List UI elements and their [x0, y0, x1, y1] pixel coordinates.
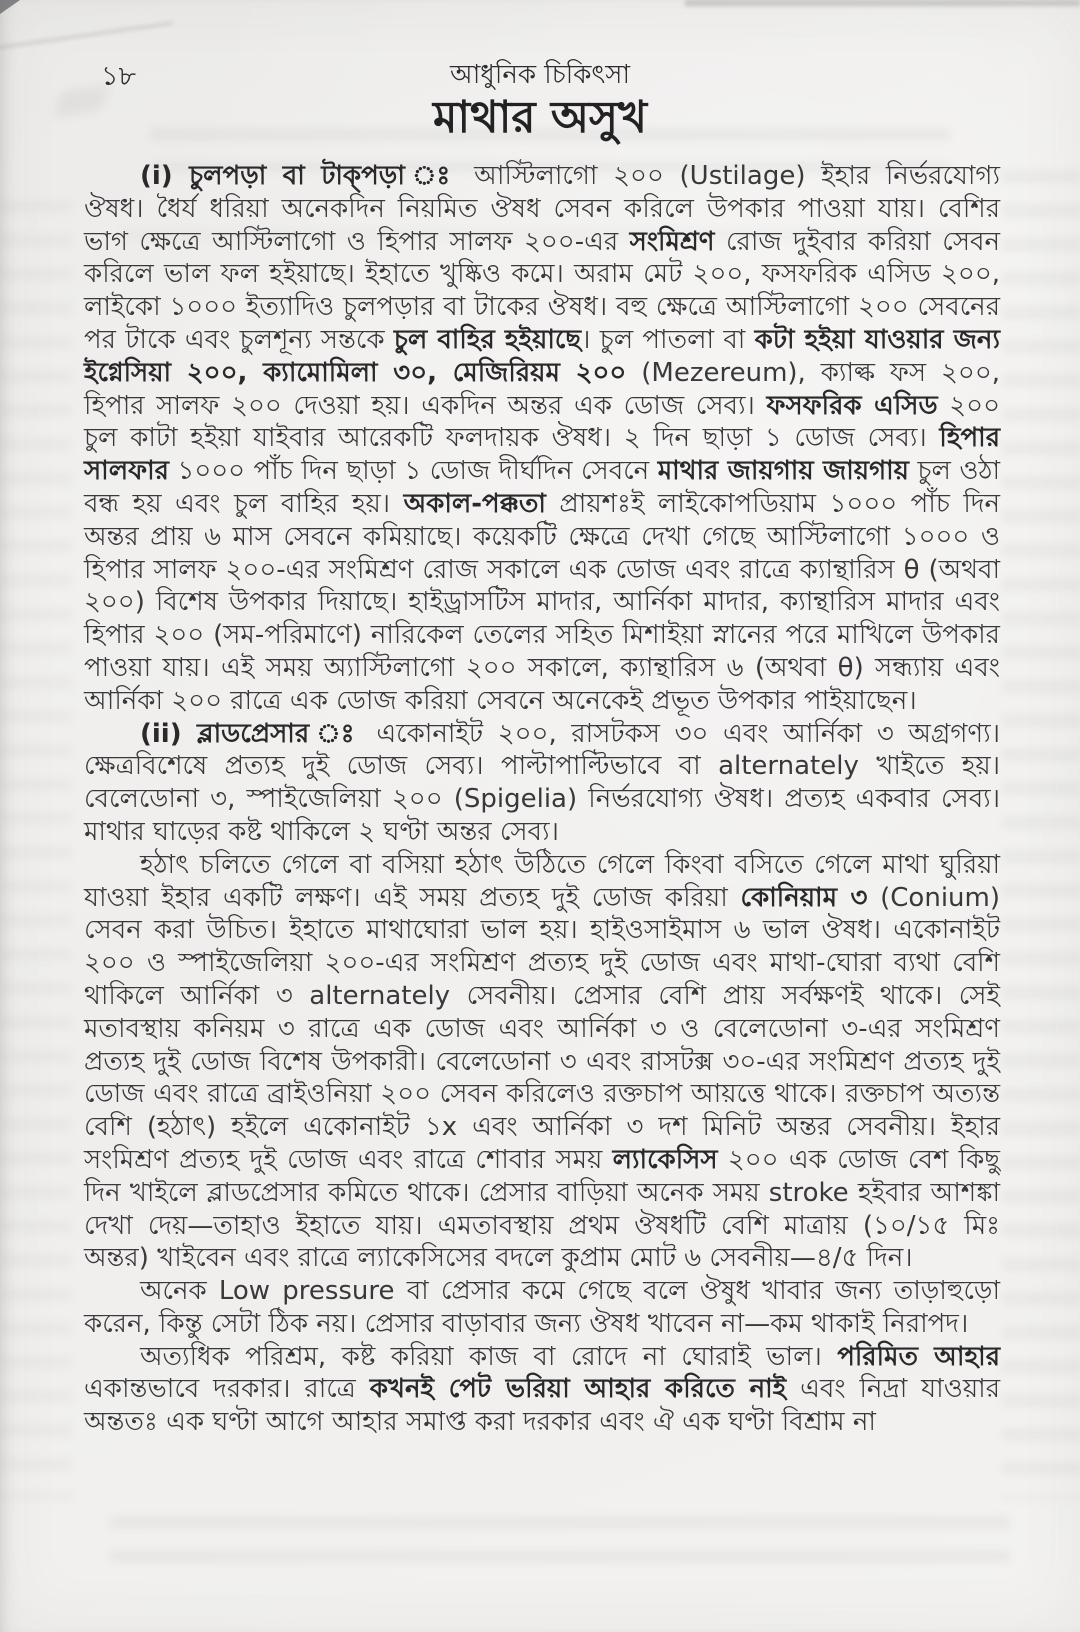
text-run: অত্যধিক পরিশ্রম, কষ্ট করিয়া কাজ বা রোদে না ঘোরাই ভাল। — [140, 1341, 838, 1372]
text-run: প্রায়শঃই লাইকোপডিয়াম ১০০০ পাঁচ দিন অন্তর প্রায় ৬ মাস সেবনে কমিয়াছে। কয়েকটি ক্ষেত্রে দেখা গেছে আস্টিলাগো ১০০০ ও হিপার সালফ ২০০-এর সংমিশ্রণ রোজ সকালে এক ডোজ এবং রাত্রে ক্যান্থারিস θ (অথবা ২০০) বিশেষ উপকার দিয়াছে। হাইড্রাসটিস মাদার, আর্নিকা মাদার, ক্যান্থারিস মাদার এবং হিপার ২০০ (সম-পরিমাণে) নারিকেল তেলের সহিত মিশাইয়া স্নানের পরে মাখিলে উপকার পাওয়া যায়। এই সময় অ্যাস্টিলাগো ২০০ সকালে, ক্যান্থারিস ৬ (অথবা θ) সন্ধ্যায় এবং আর্নিকা ২০০ রাত্রে এক ডোজ করিয়া সেবনে অনেকেই প্রভূত উপকার পাইয়াছেন। — [84, 488, 1000, 716]
bold-run: চুল বাহির হইয়াছে — [393, 324, 582, 355]
paragraph — [84, 718, 1000, 849]
chapter-heading: মাথার অসুখ — [432, 92, 648, 143]
paragraph — [84, 1341, 1000, 1439]
bold-run: কোনিয়াম ৩ — [740, 882, 868, 913]
show-through-ghost — [1002, 170, 1080, 1500]
text-run: চুল ওঠা বন্ধ হয় এবং চুল বাহির হয়। — [84, 456, 1000, 519]
running-title: আধুনিক চিকিৎসা — [449, 60, 631, 90]
bold-run: ল্যাকেসিস — [612, 1144, 718, 1175]
paragraph — [84, 849, 1000, 1275]
scan-corner-mark — [0, 0, 20, 14]
text-run: অনেক Low pressure বা প্রেসার কমে গেছে বলে ঔষুধ খাবার জন্য তাড়াহুড়ো করেন, কিন্তু সেটা ঠিক নয়। প্রেসার বাড়াবার জন্য ঔষধ খাবেন না—কম থাকাই নিরাপদ। — [84, 1276, 1000, 1339]
text-run: হঠাৎ চলিতে গেলে বা বসিয়া হঠাৎ উঠিতে গেলে কিংবা বসিতে গেলে মাথা ঘুরিয়া যাওয়া ইহার একটি লক্ষণ। এই সময় প্রত্যহ দুই ডোজ করিয়া — [84, 849, 1000, 913]
bold-run: মাথার জায়গায় জায়গায় — [657, 456, 909, 487]
bold-run: (ii) ব্লাডপ্রেসার ঃ — [140, 718, 377, 749]
bold-run: অকাল-পক্কতা — [403, 488, 546, 519]
text-run: ২০০ এক ডোজ বেশ কিছু দিন খাইলে ব্লাডপ্রেসার কমিতে থাকে। প্রেসার বাড়িয়া অনেক সময় stroke হইবার আশঙ্কা দেখা দেয়—তাহাও ইহাতে যায়। এমতাবস্থায় প্রথম ঔষধটি বেশি মাত্রায় (১০/১৫ মিঃ অন্তর) খাইবেন এবং রাত্রে ল্যাকেসিসের বদলে কুপ্রাম মোট ৬ সেবনীয়—৪/৫ দিন। — [84, 1144, 1001, 1274]
show-through-ghost — [110, 1516, 1010, 1564]
bold-run: কটা হইয়া যাওয়ার জন্য ইগ্নেসিয়া ২০০, ক্যামোমিলা ৩০, মেজিরিয়ম ২০০ — [84, 324, 1000, 388]
text-run: (Mezereum), ক্যাল্ক ফস ২০০, হিপার সালফ ২০০ দেওয়া হয়। একদিন অন্তর এক ডোজ সেব্য। — [84, 357, 1000, 421]
show-through-ghost — [0, 200, 72, 1500]
text-run: ২০০ চুল কাটা হইয়া যাইবার আরেকটি ফলদায়ক ঔষধ। ২ দিন ছাড়া ১ ডোজ সেব্য। — [84, 390, 1000, 454]
scan-edge-shadow — [685, 0, 1080, 6]
bold-run: ফসফরিক এসিড — [766, 390, 938, 421]
paragraph — [84, 1275, 1000, 1341]
text-run: আস্টিলাগো ২০০ (Ustilage) ইহার নির্ভরযোগ্য ঔষধ। ধৈর্য ধরিয়া অনেকদিন নিয়মিত ঔষধ সেবন করিলে উপকার পাওয়া যায়। বেশির ভাগ ক্ষেত্রে আস্টিলাগো ও হিপার সালফ ২০০-এর — [84, 161, 1001, 257]
text-run: (Conium) সেবন করা উচিত। ইহাতে মাথাঘোরা ভাল হয়। হাইওসাইমাস ৬ ভাল ঔষধ। একোনাইট ২০০ ও স্পাইজেলিয়া ২০০-এর সংমিশ্রণ প্রত্যহ দুই ডোজ এবং মাথা-ঘোরা ব্যথা বেশি থাকিলে আর্নিকা ৩ alternately সেবনীয়। প্রেসার বেশি প্রায় সর্বক্ষণই থাকে। সেই মতাবস্থায় কনিয়ম ৩ রাত্রে এক ডোজ এবং আর্নিকা ৩ ও বেলেডোনা ৩-এর সংমিশ্রণ প্রত্যহ দুই ডোজ বিশেষ উপকারী। বেলেডোনা ৩ এবং রাসটক্স ৩০-এর সংমিশ্রণ প্রত্যহ দুই ডোজ এবং রাত্রে ব্রাইওনিয়া ২০০ সেবন করিলেও রক্তচাপ আয়ত্তে থাকে। রক্তচাপ অত্যন্ত বেশি (হঠাৎ) হইলে একোনাইট ১x এবং আর্নিকা ৩ দশ মিনিট অন্তর সেবনীয়। ইহার সংমিশ্রণ প্রত্যহ দুই ডোজ এবং রাত্রে শোবার সময় — [84, 882, 1000, 1175]
bold-run: পরিমিত আহার — [837, 1341, 1000, 1372]
body-paragraphs — [84, 160, 1000, 1439]
page-number: ১৮ — [101, 61, 137, 92]
paper-fold-line — [0, 21, 173, 49]
paragraph — [84, 160, 1000, 718]
text-run: রোজ দুইবার করিয়া সেবন করিলে ভাল ফল হইয়াছে। ইহাতে খুষ্কিও কমে। অরাম মেট ২০০, ফসফরিক এসিড ২০০, লাইকো ১০০০ ইত্যাদিও চুলপড়ার বা টাকের ঔষধ। বহু ক্ষেত্রে আস্টিলাগো ২০০ সেবনের পর টাকে এবং চুলশূন্য সন্তকে — [84, 226, 1000, 355]
bold-run: কখনই পেট ভরিয়া আহার করিতে নাই — [369, 1374, 787, 1405]
text-run: । চুল পাতলা বা — [581, 324, 755, 355]
bold-run: সংমিশ্রণ — [629, 226, 715, 257]
text-run: একান্তভাবে দরকার। রাত্রে — [84, 1374, 370, 1405]
bold-run: হিপার সালফার — [84, 423, 1000, 487]
text-run: একোনাইট ২০০, রাসটকস ৩০ এবং আর্নিকা ৩ অগ্রগণ্য। ক্ষেত্রবিশেষে প্রত্যহ দুই ডোজ সেব্য। পাল্টাপাল্টিভাবে বা alternately খাইতে হয়। বেলেডোনা ৩, স্পাইজেলিয়া ২০০ (Spigelia) নির্ভরযোগ্য ঔষধ। প্রত্যহ একবার সেব্য। মাথার ঘাড়ের কষ্ট থাকিলে ২ ঘণ্টা অন্তর সেব্য। — [84, 718, 1000, 847]
text-run: ১০০০ পাঁচ দিন ছাড়া ১ ডোজ দীর্ঘদিন সেবনে — [168, 456, 658, 487]
bold-run: (i) চুলপড়া বা টাক্‌পড়া ঃ — [140, 161, 475, 191]
text-run: এবং নিদ্রা যাওয়ার অন্ততঃ এক ঘণ্টা আগে আহার সমাপ্ত করা দরকার এবং ঐ এক ঘণ্টা বিশ্রাম না — [84, 1374, 1000, 1438]
